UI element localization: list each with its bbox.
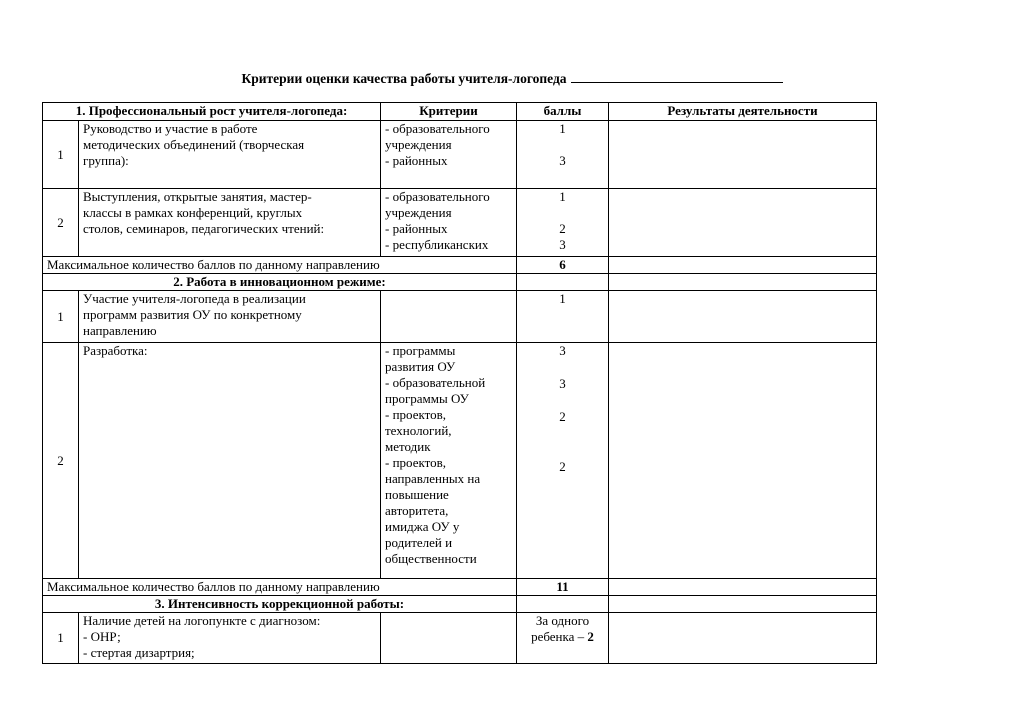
title-blank-line (571, 70, 783, 83)
table-row (43, 613, 877, 664)
header-section: 1. Профессиональный рост учителя-логопеда: (43, 103, 381, 121)
row-criteria (381, 613, 517, 664)
row-criteria: - образовательного учреждения - районных - республиканских (381, 189, 517, 257)
section-title-row (43, 596, 877, 613)
table-row (43, 189, 877, 257)
section-title-row (43, 274, 877, 291)
row-points: 1 2 3 (517, 189, 609, 257)
max-points-value: 6 (517, 257, 609, 274)
row-description: Разработка: (79, 343, 381, 579)
table-header-row (43, 103, 877, 121)
row-number: 1 (43, 291, 79, 343)
row-description: Участие учителя-логопеда в реализации программ развития ОУ по конкретному направлению (79, 291, 381, 343)
max-points-label: Максимальное количество баллов по данному направлению (43, 579, 517, 596)
header-criteria: Критерии (381, 103, 517, 121)
row-criteria: - программы развития ОУ - образовательной программы ОУ - проектов, технологий, методик - проектов, направленных на повышение авторитета, имиджа ОУ у родителей и общественности (381, 343, 517, 579)
table-row (43, 343, 877, 579)
max-points-row (43, 257, 877, 274)
row-number: 1 (43, 613, 79, 664)
row-description: Выступления, открытые занятия, мастер- классы в рамках конференций, круглых столов, семинаров, педагогических чтений: (79, 189, 381, 257)
header-points: баллы (517, 103, 609, 121)
row-points: За одного ребенка – 2 (517, 613, 609, 664)
criteria-table (42, 102, 877, 664)
row-results (609, 189, 877, 257)
max-points-row (43, 579, 877, 596)
row-description: Наличие детей на логопункте с диагнозом: - ОНР; - стертая дизартрия; (79, 613, 381, 664)
section-title: 2. Работа в инновационном режиме: (43, 274, 517, 291)
row-results (609, 579, 877, 596)
table-row (43, 121, 877, 189)
row-number: 1 (43, 121, 79, 189)
title-text: Критерии оценки качества работы учителя-логопеда (241, 71, 567, 86)
row-results (609, 121, 877, 189)
table-row (43, 291, 877, 343)
row-points: 1 3 (517, 121, 609, 189)
max-points-label: Максимальное количество баллов по данному направлению (43, 257, 517, 274)
header-results: Результаты деятельности (609, 103, 877, 121)
section-title: 3. Интенсивность коррекционной работы: (43, 596, 517, 613)
row-points: 1 (517, 291, 609, 343)
row-results (609, 343, 877, 579)
max-points-value: 11 (517, 579, 609, 596)
row-criteria (381, 291, 517, 343)
row-results (609, 291, 877, 343)
row-number: 2 (43, 343, 79, 579)
document-title (0, 70, 1024, 87)
row-criteria: - образовательного учреждения - районных (381, 121, 517, 189)
row-results (609, 257, 877, 274)
row-points: 3 3 2 2 (517, 343, 609, 579)
row-results (609, 613, 877, 664)
row-description: Руководство и участие в работе методических объединений (творческая группа): (79, 121, 381, 189)
row-number: 2 (43, 189, 79, 257)
